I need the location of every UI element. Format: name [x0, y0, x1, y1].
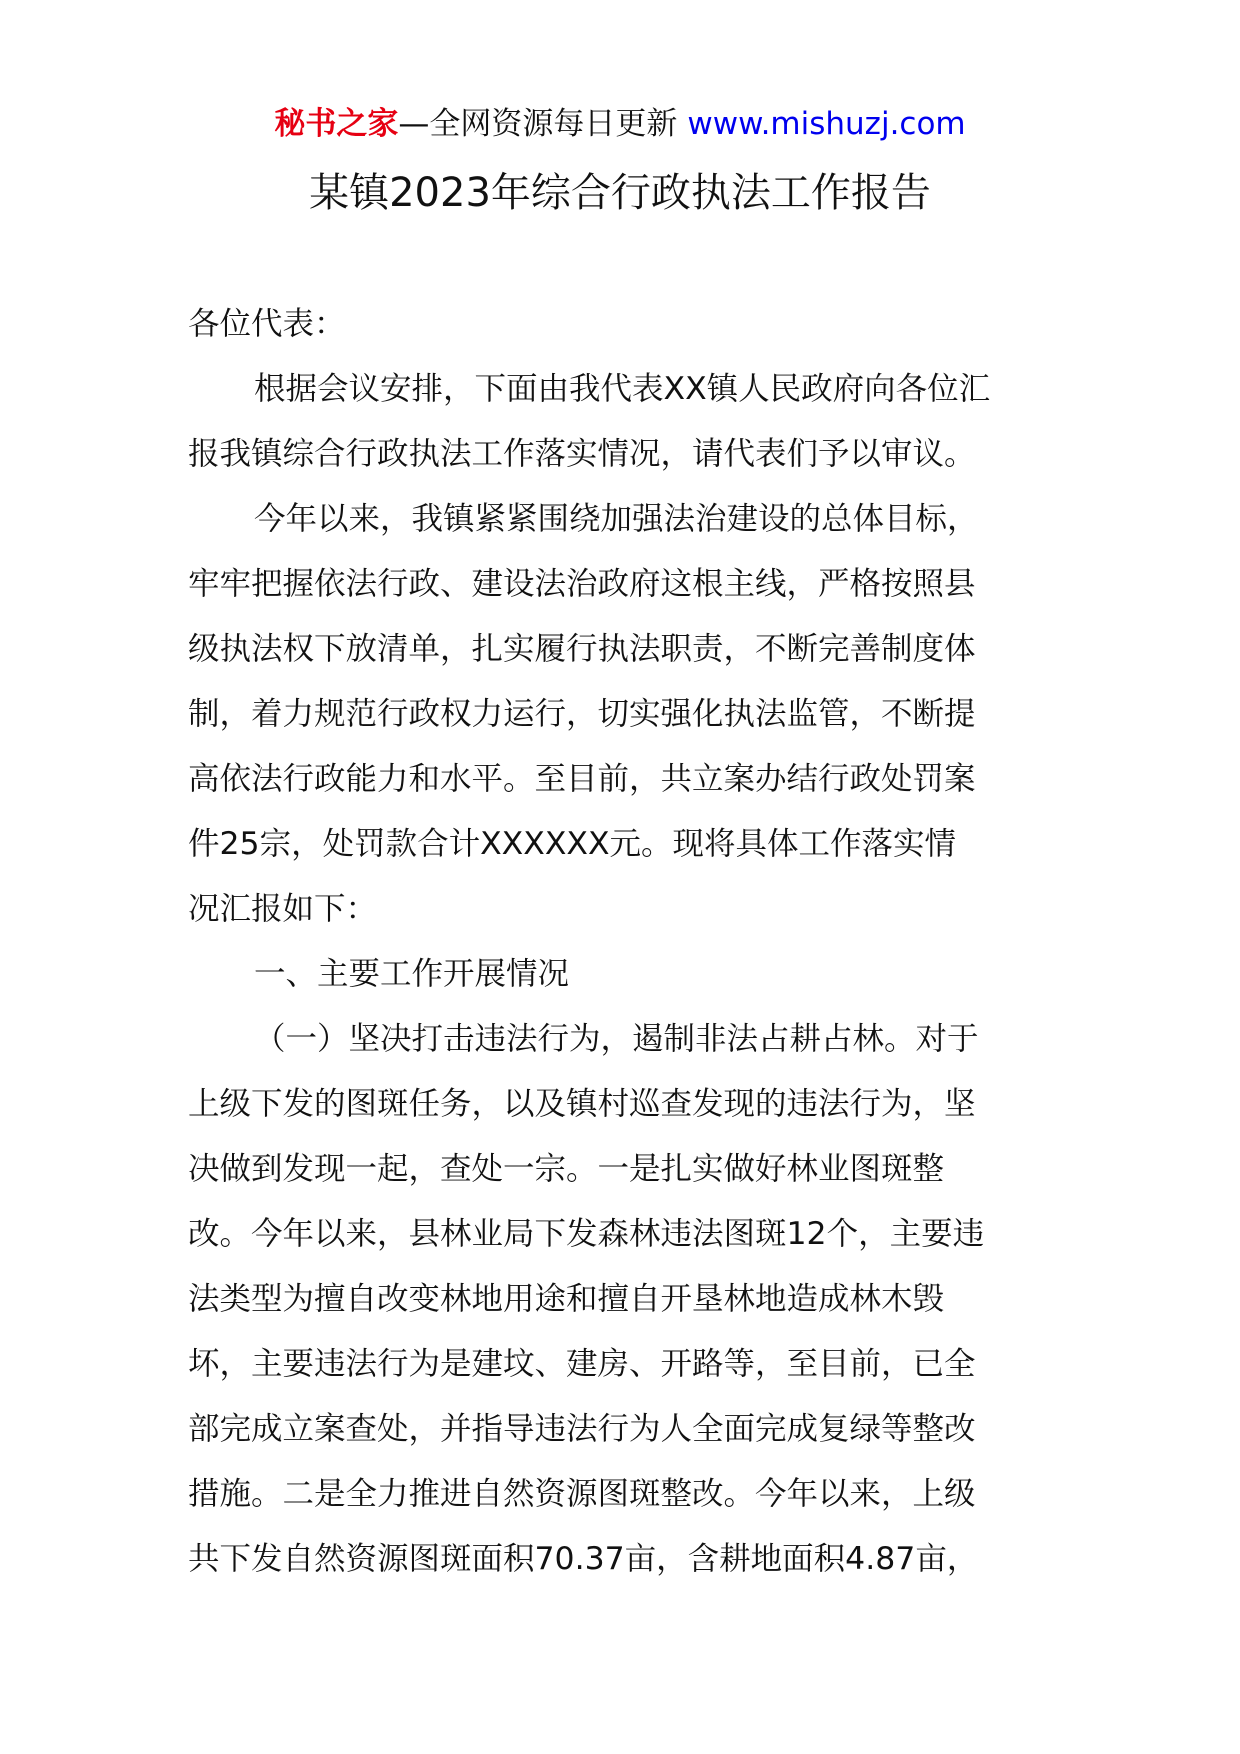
brand-name: 秘书之家 [274, 106, 399, 142]
paragraph-line: 改。今年以来，县林业局下发森林违法图斑12个，主要违 [188, 1216, 985, 1252]
paragraph-line: 制，着力规范行政权力运行，切实强化执法监管，不断提 [188, 696, 976, 732]
paragraph-line: 坏，主要违法行为是建坟、建房、开路等，至目前，已全 [188, 1346, 976, 1382]
site-url-link[interactable]: www.mishuzj.com [687, 106, 966, 142]
paragraph-line: 上级下发的图斑任务，以及镇村巡查发现的违法行为，坚 [188, 1086, 976, 1122]
paragraph-line: 报我镇综合行政执法工作落实情况，请代表们予以审议。 [188, 436, 976, 472]
paragraph-line: 决做到发现一起，查处一宗。一是扎实做好林业图斑整 [188, 1151, 945, 1187]
paragraph-line: 高依法行政能力和水平。至目前，共立案办结行政处罚案 [188, 761, 976, 797]
paragraph-line: 根据会议安排，下面由我代表XX镇人民政府向各位汇 [254, 371, 991, 407]
paragraph-line: 牢牢把握依法行政、建设法治政府这根主线，严格按照县 [188, 566, 976, 602]
header-tagline: —全网资源每日更新 [398, 106, 678, 142]
paragraph-line: 况汇报如下： [188, 891, 378, 927]
section-heading: 一、主要工作开展情况 [254, 956, 570, 992]
paragraph-line: 今年以来，我镇紧紧围绕加强法治建设的总体目标， [254, 501, 979, 537]
document-title: 某镇2023年综合行政执法工作报告 [309, 170, 931, 216]
paragraph-line: 件25宗，处罚款合计XXXXXX元。现将具体工作落实情 [188, 826, 957, 862]
paragraph-line: 措施。二是全力推进自然资源图斑整改。今年以来，上级 [188, 1476, 976, 1512]
paragraph-line: 共下发自然资源图斑面积70.37亩，含耕地面积4.87亩， [188, 1541, 979, 1577]
salutation: 各位代表： [188, 306, 346, 342]
document-body [188, 292, 1058, 1592]
paragraph-line: 部完成立案查处，并指导违法行为人全面完成复绿等整改 [188, 1411, 976, 1447]
paragraph-line: 法类型为擅自改变林地用途和擅自开垦林地造成林木毁 [188, 1281, 945, 1317]
site-header [0, 102, 1240, 146]
paragraph-line: 级执法权下放清单，扎实履行执法职责，不断完善制度体 [188, 631, 976, 667]
subsection-heading: （一）坚决打击违法行为，遏制非法占耕占林。对于 [254, 1021, 979, 1057]
